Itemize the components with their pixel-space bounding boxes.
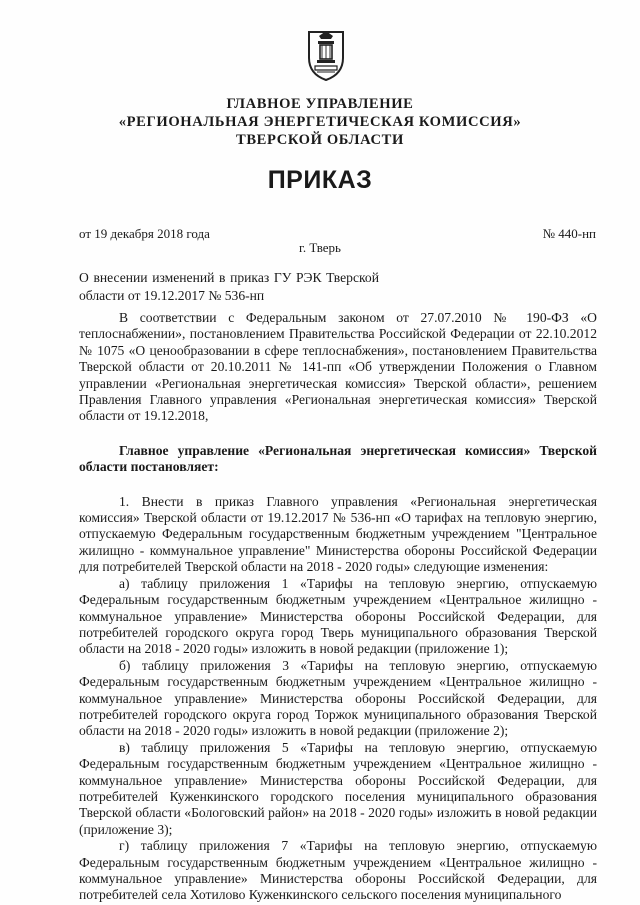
subitem-a-paragraph: а) таблицу приложения 1 «Тарифы на тепловую энергию, отпускаемую Федеральным государственным бюджетным учреждением «Центральное жилищно - коммунальное управление» Министерства обороны Российской Федерации, для потребителей городского округа город Тверь муниципального образования Тверской области на 2018 - 2020 годы» изложить в новой редакции (приложение 1); [79,575,597,657]
document-body [79,310,597,904]
preamble-paragraph: В соответствии с Федеральным законом от 27.07.2010 № 190-ФЗ «О теплоснабжении», постановлением Правительства Российской Федерации от 22.10.2012 № 1075 «О ценообразовании в сфере теплоснабжения», постановлением Правительства Тверской области от 20.10.2011 № 141-пп «Об утверждении Положения о Главном управлении «Региональная энергетическая комиссия» Тверской области», решением Правления Главного управления «Региональная энергетическая комиссия» Тверской области от 19.12.2018, [79,310,597,424]
coat-of-arms-emblem [305,28,347,82]
org-name-line-1: ГЛАВНОЕ УПРАВЛЕНИЕ [226,96,414,112]
document-city: г. Тверь [299,240,341,255]
subitem-b-paragraph: б) таблицу приложения 3 «Тарифы на тепловую энергию, отпускаемую Федеральным государственным бюджетным учреждением «Центральное жилищно - коммунальное управление» Министерства обороны Российской Федерации, для потребителей городского округа город Торжок муниципального образования Тверской области на 2018 - 2020 годы» изложить в новой редакции (приложение 2); [79,657,597,739]
document-date: от 19 декабря 2018 года [79,226,210,241]
org-name-line-3: ТВЕРСКОЙ ОБЛАСТИ [236,132,404,148]
document-number: № 440-нп [542,226,596,241]
document-subject: О внесении изменений в приказ ГУ РЭК Тверской области от 19.12.2017 № 536-нп [79,270,379,303]
subitem-g-paragraph: г) таблицу приложения 7 «Тарифы на тепловую энергию, отпускаемую Федеральным государственным бюджетным учреждением «Центральное жилищно - коммунальное управление» Министерства обороны Российской Федерации, для потребителей села Хотилово Куженкинского сельского поселения муниципального [79,838,597,903]
document-title: ПРИКАЗ [267,166,373,194]
org-name-line-2: «РЕГИОНАЛЬНАЯ ЭНЕРГЕТИЧЕСКАЯ КОМИССИЯ» [118,114,522,130]
item-1-paragraph: 1. Внести в приказ Главного управления «Региональная энергетическая комиссия» Тверской области от 19.12.2017 № 536-нп «О тарифах на тепловую энергию, отпускаемую Федеральным государственным бюджетным учреждением "Центральное жилищно - коммунальное управление" Министерства обороны Российской Федерации для потребителей Тверской области на 2018 - 2020 годы» следующие изменения: [79,493,597,575]
subitem-v-paragraph: в) таблицу приложения 5 «Тарифы на тепловую энергию, отпускаемую Федеральным государственным бюджетным учреждением «Центральное жилищно - коммунальное управление» Министерства обороны Российской Федерации, для потребителей Куженкинского городского поселения муниципального образования Тверской области «Бологовский район» на 2018 - 2020 годы» изложить в новой редакции (приложение 3); [79,739,597,837]
resolve-paragraph: Главное управление «Региональная энергетическая комиссия» Тверской области постановляет: [79,442,597,475]
